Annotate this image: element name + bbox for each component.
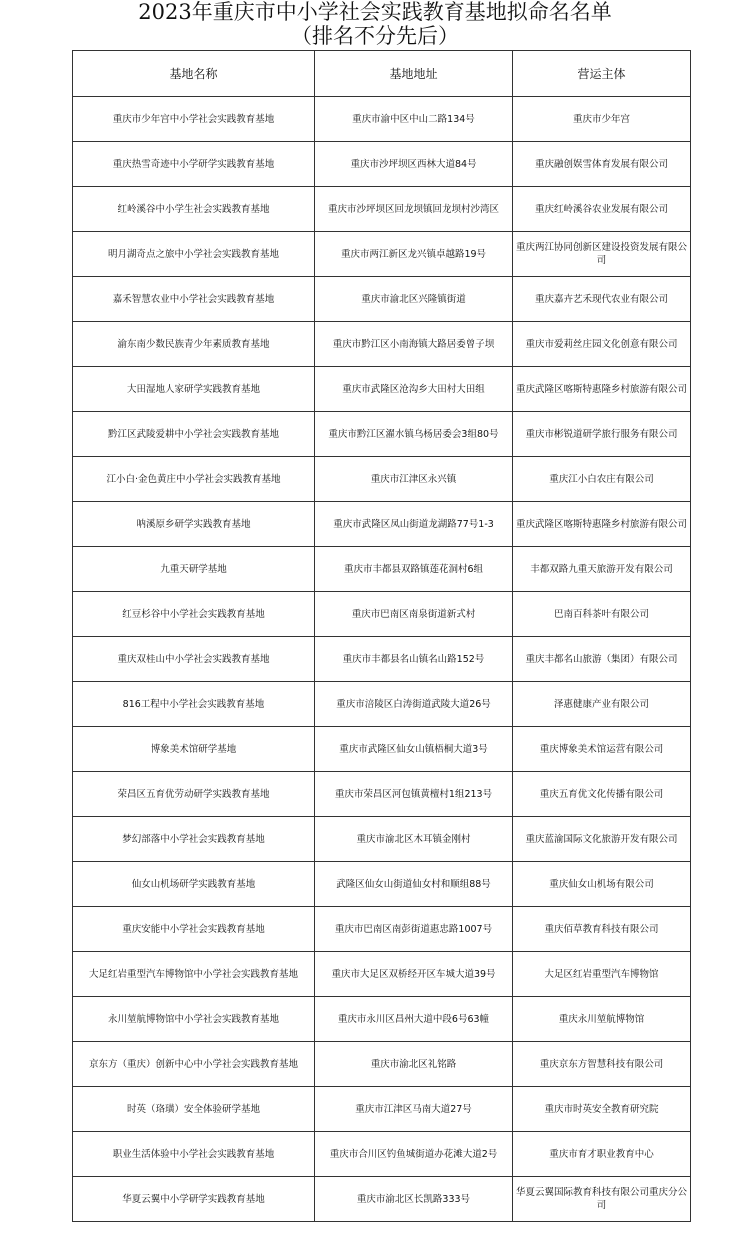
cell-base-name: 红豆杉谷中小学社会实践教育基地 bbox=[73, 592, 315, 637]
table-row bbox=[73, 1087, 691, 1132]
cell-operator: 重庆市彬锐道研学旅行服务有限公司 bbox=[513, 412, 691, 457]
cell-operator: 巴南百科茶叶有限公司 bbox=[513, 592, 691, 637]
cell-base-name: 呐溪原乡研学实践教育基地 bbox=[73, 502, 315, 547]
cell-base-address: 重庆市江津区永兴镇 bbox=[315, 457, 513, 502]
cell-base-name: 重庆热雪奇迹中小学研学实践教育基地 bbox=[73, 142, 315, 187]
table-row bbox=[73, 592, 691, 637]
table-row bbox=[73, 457, 691, 502]
cell-operator: 大足区红岩重型汽车博物馆 bbox=[513, 952, 691, 997]
header-operator: 营运主体 bbox=[513, 51, 691, 97]
cell-base-address: 重庆市渝北区兴隆镇街道 bbox=[315, 277, 513, 322]
cell-base-name: 渝东南少数民族青少年素质教育基地 bbox=[73, 322, 315, 367]
cell-base-address: 重庆市丰都县名山镇名山路152号 bbox=[315, 637, 513, 682]
cell-base-address: 重庆市江津区马南大道27号 bbox=[315, 1087, 513, 1132]
cell-operator: 重庆市时英安全教育研究院 bbox=[513, 1087, 691, 1132]
table-row bbox=[73, 322, 691, 367]
table-row bbox=[73, 907, 691, 952]
cell-operator: 重庆融创娱雪体育发展有限公司 bbox=[513, 142, 691, 187]
table-row bbox=[73, 727, 691, 772]
cell-base-name: 华夏云翼中小学研学实践教育基地 bbox=[73, 1177, 315, 1222]
cell-operator: 重庆武隆区喀斯特惠隆乡村旅游有限公司 bbox=[513, 367, 691, 412]
cell-base-address: 重庆市渝北区礼铭路 bbox=[315, 1042, 513, 1087]
page-title bbox=[0, 0, 750, 48]
cell-operator: 华夏云翼国际教育科技有限公司重庆分公司 bbox=[513, 1177, 691, 1222]
cell-base-address: 重庆市巴南区南彭街道惠忠路1007号 bbox=[315, 907, 513, 952]
cell-base-address: 重庆市沙坪坝区西林大道84号 bbox=[315, 142, 513, 187]
title-main: 2023年重庆市中小学社会实践教育基地拟命名名单 bbox=[138, 0, 612, 24]
cell-base-name: 仙女山机场研学实践教育基地 bbox=[73, 862, 315, 907]
cell-operator: 重庆市少年宫 bbox=[513, 97, 691, 142]
table-body bbox=[73, 97, 691, 1222]
table-row bbox=[73, 862, 691, 907]
cell-operator: 泽惠健康产业有限公司 bbox=[513, 682, 691, 727]
cell-base-address: 重庆市两江新区龙兴镇卓越路19号 bbox=[315, 232, 513, 277]
header-base-name: 基地名称 bbox=[73, 51, 315, 97]
cell-base-name: 明月湖奇点之旅中小学社会实践教育基地 bbox=[73, 232, 315, 277]
cell-base-address: 重庆市黔江区濯水镇乌杨居委会3组80号 bbox=[315, 412, 513, 457]
cell-operator: 重庆仙女山机场有限公司 bbox=[513, 862, 691, 907]
table-row bbox=[73, 547, 691, 592]
table-row bbox=[73, 97, 691, 142]
cell-operator: 重庆江小白农庄有限公司 bbox=[513, 457, 691, 502]
table-row bbox=[73, 1132, 691, 1177]
cell-base-name: 大田湿地人家研学实践教育基地 bbox=[73, 367, 315, 412]
header-base-address: 基地地址 bbox=[315, 51, 513, 97]
title-subtitle: （排名不分先后） bbox=[291, 24, 459, 48]
cell-base-address: 重庆市渝北区木耳镇金刚村 bbox=[315, 817, 513, 862]
cell-base-name: 重庆双桂山中小学社会实践教育基地 bbox=[73, 637, 315, 682]
cell-base-address: 重庆市涪陵区白涛街道武陵大道26号 bbox=[315, 682, 513, 727]
cell-base-address: 重庆市沙坪坝区回龙坝镇回龙坝村沙湾区 bbox=[315, 187, 513, 232]
table-row bbox=[73, 142, 691, 187]
cell-base-address: 重庆市丰都县双路镇莲花洞村6组 bbox=[315, 547, 513, 592]
table-row bbox=[73, 277, 691, 322]
cell-base-name: 荣昌区五育优劳动研学实践教育基地 bbox=[73, 772, 315, 817]
table-header-row bbox=[73, 51, 691, 97]
table-row bbox=[73, 232, 691, 277]
cell-operator: 重庆市爱莉丝庄园文化创意有限公司 bbox=[513, 322, 691, 367]
cell-base-address: 重庆市合川区钓鱼城街道办花滩大道2号 bbox=[315, 1132, 513, 1177]
table-row bbox=[73, 187, 691, 232]
cell-base-address: 重庆市永川区昌州大道中段6号63幢 bbox=[315, 997, 513, 1042]
cell-base-name: 816工程中小学社会实践教育基地 bbox=[73, 682, 315, 727]
cell-operator: 重庆两江协同创新区建设投资发展有限公司 bbox=[513, 232, 691, 277]
cell-operator: 重庆嘉卉艺禾现代农业有限公司 bbox=[513, 277, 691, 322]
table-row bbox=[73, 367, 691, 412]
cell-base-name: 重庆市少年宫中小学社会实践教育基地 bbox=[73, 97, 315, 142]
cell-base-address: 重庆市武隆区凤山街道龙湖路77号1-3 bbox=[315, 502, 513, 547]
cell-base-name: 博象美术馆研学基地 bbox=[73, 727, 315, 772]
cell-base-address: 重庆市黔江区小南海镇大路居委曾子坝 bbox=[315, 322, 513, 367]
cell-base-name: 京东方（重庆）创新中心中小学社会实践教育基地 bbox=[73, 1042, 315, 1087]
table-row bbox=[73, 952, 691, 997]
cell-operator: 丰都双路九重天旅游开发有限公司 bbox=[513, 547, 691, 592]
cell-base-name: 时英（珞璜）安全体验研学基地 bbox=[73, 1087, 315, 1132]
table-row bbox=[73, 997, 691, 1042]
table-row bbox=[73, 817, 691, 862]
cell-base-name: 江小白·金色黄庄中小学社会实践教育基地 bbox=[73, 457, 315, 502]
table-row bbox=[73, 502, 691, 547]
cell-operator: 重庆五育优文化传播有限公司 bbox=[513, 772, 691, 817]
table-row bbox=[73, 682, 691, 727]
cell-operator: 重庆丰都名山旅游（集团）有限公司 bbox=[513, 637, 691, 682]
cell-operator: 重庆博象美术馆运营有限公司 bbox=[513, 727, 691, 772]
cell-base-address: 重庆市巴南区南泉街道新式村 bbox=[315, 592, 513, 637]
cell-base-address: 重庆市渝北区长凯路333号 bbox=[315, 1177, 513, 1222]
cell-operator: 重庆红岭溪谷农业发展有限公司 bbox=[513, 187, 691, 232]
cell-base-name: 九重天研学基地 bbox=[73, 547, 315, 592]
cell-base-name: 职业生活体验中小学社会实践教育基地 bbox=[73, 1132, 315, 1177]
cell-base-name: 嘉禾智慧农业中小学社会实践教育基地 bbox=[73, 277, 315, 322]
cell-operator: 重庆京东方智慧科技有限公司 bbox=[513, 1042, 691, 1087]
cell-operator: 重庆永川堃航博物馆 bbox=[513, 997, 691, 1042]
base-list-table bbox=[72, 50, 691, 1222]
cell-base-address: 重庆市大足区双桥经开区车城大道39号 bbox=[315, 952, 513, 997]
table-row bbox=[73, 772, 691, 817]
cell-operator: 重庆武隆区喀斯特惠隆乡村旅游有限公司 bbox=[513, 502, 691, 547]
cell-base-name: 梦幻部落中小学社会实践教育基地 bbox=[73, 817, 315, 862]
cell-operator: 重庆蓝渝国际文化旅游开发有限公司 bbox=[513, 817, 691, 862]
cell-base-address: 重庆市荣昌区河包镇黄檀村1组213号 bbox=[315, 772, 513, 817]
cell-base-name: 永川堃航博物馆中小学社会实践教育基地 bbox=[73, 997, 315, 1042]
table-row bbox=[73, 412, 691, 457]
cell-base-name: 黔江区武陵爱耕中小学社会实践教育基地 bbox=[73, 412, 315, 457]
cell-base-name: 重庆安能中小学社会实践教育基地 bbox=[73, 907, 315, 952]
table-row bbox=[73, 1177, 691, 1222]
cell-base-address: 重庆市武隆区仙女山镇梧桐大道3号 bbox=[315, 727, 513, 772]
cell-base-address: 武隆区仙女山街道仙女村和顺组88号 bbox=[315, 862, 513, 907]
table-row bbox=[73, 1042, 691, 1087]
cell-base-name: 红岭溪谷中小学生社会实践教育基地 bbox=[73, 187, 315, 232]
table-row bbox=[73, 637, 691, 682]
cell-base-name: 大足红岩重型汽车博物馆中小学社会实践教育基地 bbox=[73, 952, 315, 997]
cell-base-address: 重庆市武隆区沧沟乡大田村大田组 bbox=[315, 367, 513, 412]
cell-base-address: 重庆市渝中区中山二路134号 bbox=[315, 97, 513, 142]
cell-operator: 重庆市育才职业教育中心 bbox=[513, 1132, 691, 1177]
cell-operator: 重庆佰草教育科技有限公司 bbox=[513, 907, 691, 952]
